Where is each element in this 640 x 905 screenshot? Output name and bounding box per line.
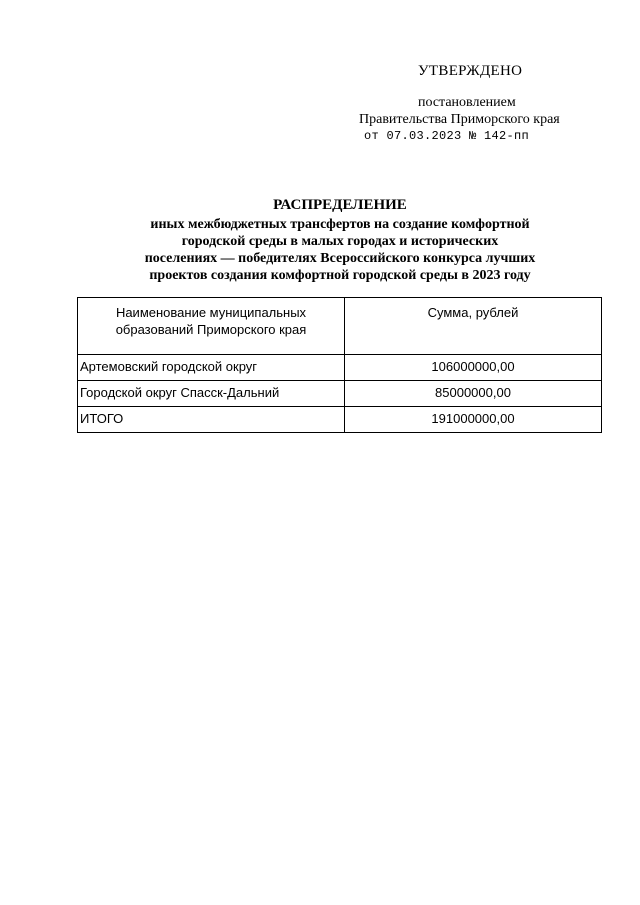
authority-label: Правительства Приморского края xyxy=(359,112,560,127)
header-municipality: Наименование муниципальных образований Приморского края xyxy=(78,298,345,355)
decree-date-number: от 07.03.2023 № 142-пп xyxy=(364,129,530,143)
amount-value: 106000000,00 xyxy=(345,355,602,381)
amount-value: 85000000,00 xyxy=(345,381,602,407)
approved-stamp: УТВЕРЖДЕНО xyxy=(418,63,523,79)
municipality-name: Городской округ Спасск-Дальний xyxy=(78,381,345,407)
header-amount: Сумма, рублей xyxy=(345,298,602,355)
total-amount: 191000000,00 xyxy=(345,407,602,433)
table-header-row xyxy=(78,298,602,355)
table-row xyxy=(78,355,602,381)
table-row xyxy=(78,381,602,407)
table-total-row xyxy=(78,407,602,433)
distribution-table xyxy=(77,297,602,433)
title-line: иных межбюджетных трансфертов на создание комфортной xyxy=(150,217,530,232)
total-label: ИТОГО xyxy=(78,407,345,433)
title-line: городской среды в малых городах и исторических xyxy=(181,234,499,249)
title-heading: РАСПРЕДЕЛЕНИЕ xyxy=(273,197,407,213)
municipality-name: Артемовский городской округ xyxy=(78,355,345,381)
decree-label: постановлением xyxy=(418,95,516,110)
title-line: поселениях — победителях Всероссийского конкурса лучших xyxy=(144,251,536,266)
document-title xyxy=(100,196,580,284)
title-line: проектов создания комфортной городской среды в 2023 году xyxy=(149,268,531,283)
